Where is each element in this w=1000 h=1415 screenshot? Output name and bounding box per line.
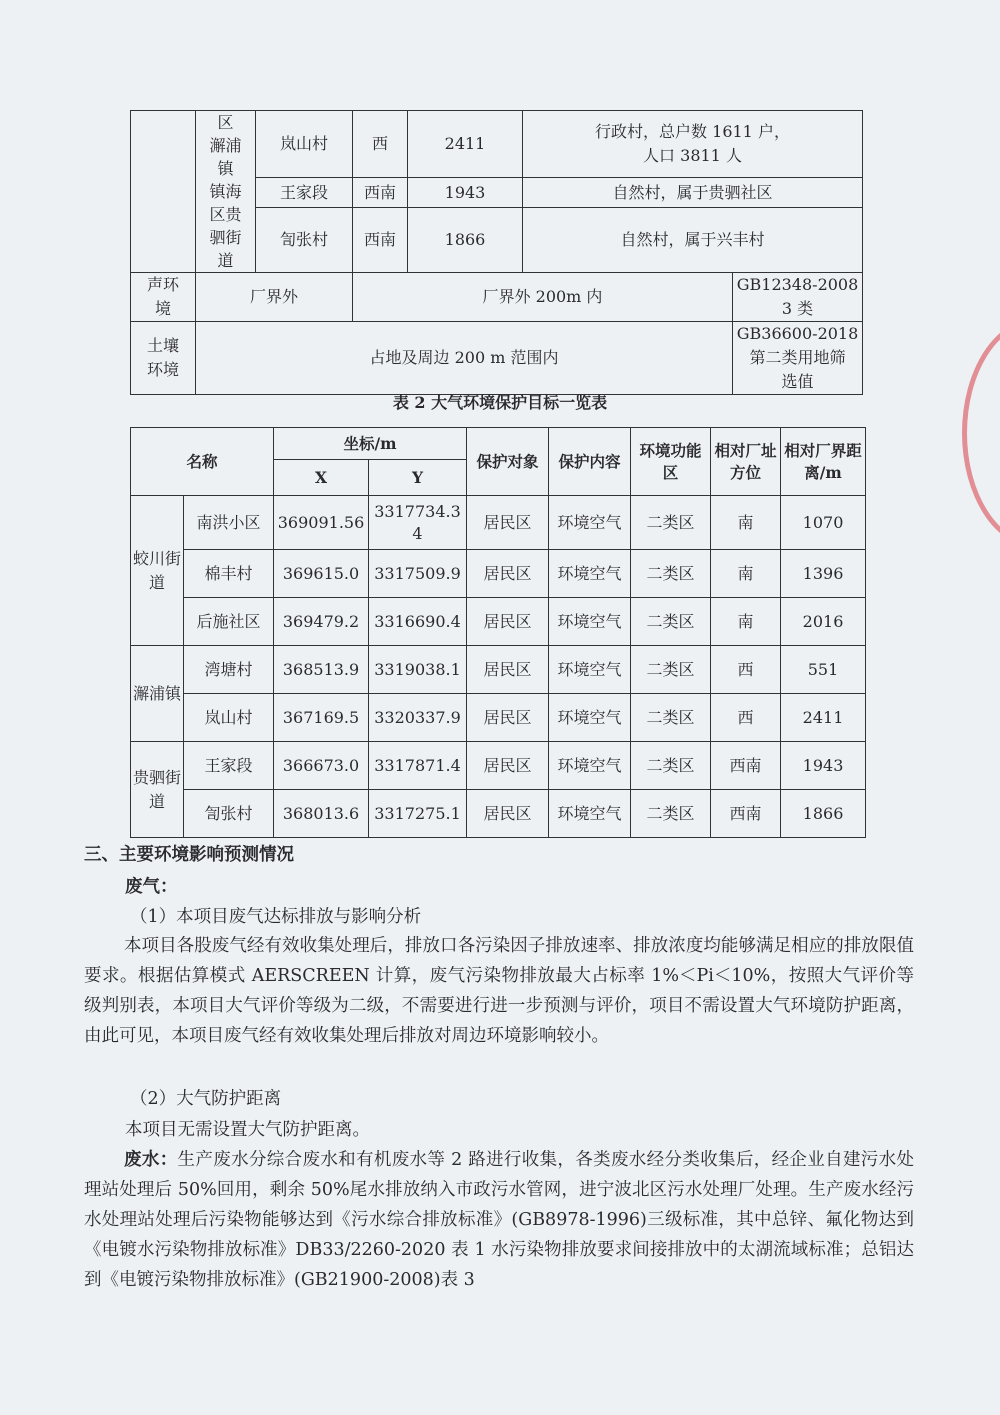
cell-x: 366673.0 — [274, 742, 369, 790]
noise-range: 厂界外 200m 内 — [353, 273, 733, 322]
header-name: 名称 — [131, 428, 274, 496]
cell-dir: 西 — [711, 646, 781, 694]
air-protection-table — [130, 427, 866, 838]
waste-gas-heading: 废气： — [125, 877, 178, 897]
cell-obj: 居民区 — [467, 550, 549, 598]
cell-x: 367169.5 — [274, 694, 369, 742]
soil-label: 土壤 环境 — [131, 322, 196, 395]
distance: 1866 — [408, 208, 523, 273]
cell-content: 环境空气 — [549, 694, 631, 742]
cell-dist: 2411 — [781, 694, 866, 742]
cell-y: 3319038.1 — [369, 646, 467, 694]
noise-standard: GB12348-2008 3 类 — [733, 273, 863, 322]
cell-zone: 二类区 — [631, 790, 711, 838]
cell-y: 3317509.9 — [369, 550, 467, 598]
cell-obj: 居民区 — [467, 646, 549, 694]
soil-range: 占地及周边 200 m 范围内 — [196, 322, 733, 395]
cell-dir: 南 — [711, 496, 781, 550]
direction: 西 — [353, 111, 408, 178]
soil-row — [131, 322, 863, 395]
section-heading: 三、主要环境影响预测情况 — [84, 845, 294, 865]
description: 行政村，总户数 1611 户， 人口 3811 人 — [523, 111, 863, 178]
paragraph-2: 本项目无需设置大气防护距离。 — [125, 1120, 370, 1140]
cell-x: 369479.2 — [274, 598, 369, 646]
cell-y: 3317275.1 — [369, 790, 467, 838]
cell-obj: 居民区 — [467, 598, 549, 646]
cell-content: 环境空气 — [549, 496, 631, 550]
cell-obj: 居民区 — [467, 496, 549, 550]
cell-y: 3320337.9 — [369, 694, 467, 742]
table-row — [131, 694, 866, 742]
cell-name: 王家段 — [184, 742, 274, 790]
cell-x: 368513.9 — [274, 646, 369, 694]
description: 自然村，属于贵驷社区 — [523, 177, 863, 207]
header-distance: 相对厂界距离/m — [781, 428, 866, 496]
cell-content: 环境空气 — [549, 646, 631, 694]
sensitive-targets-table — [130, 110, 863, 395]
table-row — [131, 111, 863, 178]
district-cell: 区 澥浦 镇 镇海 区贵 驷街 道 — [196, 111, 256, 273]
area-cell: 蛟川街道 — [131, 496, 184, 646]
cell-name: 后施社区 — [184, 598, 274, 646]
table-row — [131, 598, 866, 646]
paragraph-3-text: 生产废水分综合废水和有机废水等 2 路进行收集，各类废水经分类收集后，经企业自建污水处理站处理后 50%回用，剩余 50%尾水排放纳入市政污水管网，进宁波北区污水处理厂处理。生产废水经污水处理站处理后污染物能够达到《污水综合排放标准》(GB8978-1996)三级标准，其中总锌、氟化物达到《电镀水污染物排放标准》DB33/2260-2020 表 1 水污染物排放要求间接排放中的太湖流域标准；总铝达到《电镀污染物排放标准》(GB21900-2008)表 3 — [84, 1150, 914, 1290]
header-coord: 坐标/m — [274, 428, 467, 460]
cell-zone: 二类区 — [631, 496, 711, 550]
cell-name: 湾塘村 — [184, 646, 274, 694]
cell-dir: 南 — [711, 598, 781, 646]
cell-obj: 居民区 — [467, 790, 549, 838]
soil-standard: GB36600-2018 第二类用地筛 选值 — [733, 322, 863, 395]
cell-dir: 南 — [711, 550, 781, 598]
waste-water-heading: 废水： — [124, 1150, 178, 1170]
cell-content: 环境空气 — [549, 550, 631, 598]
cell-dist: 1943 — [781, 742, 866, 790]
cell-dist: 1866 — [781, 790, 866, 838]
cell-x: 369091.56 — [274, 496, 369, 550]
area-cell: 澥浦镇 — [131, 646, 184, 742]
noise-row — [131, 273, 863, 322]
cell-zone: 二类区 — [631, 646, 711, 694]
village-name: 岚山村 — [256, 111, 353, 178]
header-x: X — [274, 460, 369, 496]
cell-content: 环境空气 — [549, 598, 631, 646]
cell-dist: 2016 — [781, 598, 866, 646]
cell-dist: 551 — [781, 646, 866, 694]
cell-x: 368013.6 — [274, 790, 369, 838]
cell-name: 棉丰村 — [184, 550, 274, 598]
cell-dir: 西南 — [711, 790, 781, 838]
cell-y: 3317734.34 — [369, 496, 467, 550]
header-row — [131, 428, 866, 460]
cell-name: 南洪小区 — [184, 496, 274, 550]
table-row — [131, 742, 866, 790]
header-direction: 相对厂址方位 — [711, 428, 781, 496]
cell-x: 369615.0 — [274, 550, 369, 598]
header-content: 保护内容 — [549, 428, 631, 496]
cell-dist: 1396 — [781, 550, 866, 598]
table-cell — [131, 111, 196, 273]
cell-obj: 居民区 — [467, 742, 549, 790]
subsection-2: （2）大气防护距离 — [130, 1089, 282, 1109]
cell-name: 訇张村 — [184, 790, 274, 838]
village-name: 訇张村 — [256, 208, 353, 273]
table-row — [131, 790, 866, 838]
cell-zone: 二类区 — [631, 694, 711, 742]
cell-y: 3316690.4 — [369, 598, 467, 646]
cell-obj: 居民区 — [467, 694, 549, 742]
distance: 1943 — [408, 177, 523, 207]
table-row — [131, 646, 866, 694]
subsection-1: （1）本项目废气达标排放与影响分析 — [130, 907, 422, 927]
header-object: 保护对象 — [467, 428, 549, 496]
direction: 西南 — [353, 177, 408, 207]
cell-zone: 二类区 — [631, 550, 711, 598]
header-y: Y — [369, 460, 467, 496]
cell-name: 岚山村 — [184, 694, 274, 742]
header-zone: 环境功能区 — [631, 428, 711, 496]
cell-dist: 1070 — [781, 496, 866, 550]
table-row — [131, 496, 866, 550]
direction: 西南 — [353, 208, 408, 273]
paragraph-1: 本项目各股废气经有效收集处理后，排放口各污染因子排放速率、排放浓度均能够满足相应的排放限值要求。根据估算模式 AERSCREEN 计算，废气污染物排放最大占标率 1%＜Pi＜10%，按照大气评价等级判别表，本项目大气评价等级为二级，不需要进行进一步预测与评价，项目不需设置大气环境防护距离，由此可见，本项目废气经有效收集处理后排放对周边环境影响较小。 — [84, 936, 914, 1046]
official-seal — [962, 318, 1000, 548]
area-cell: 贵驷街道 — [131, 742, 184, 838]
table-caption: 表 2 大气环境保护目标一览表 — [392, 393, 608, 412]
cell-content: 环境空气 — [549, 790, 631, 838]
cell-content: 环境空气 — [549, 742, 631, 790]
cell-y: 3317871.4 — [369, 742, 467, 790]
table-row — [131, 550, 866, 598]
village-name: 王家段 — [256, 177, 353, 207]
cell-dir: 西 — [711, 694, 781, 742]
cell-zone: 二类区 — [631, 742, 711, 790]
noise-scope: 厂界外 — [196, 273, 353, 322]
noise-label: 声环 境 — [131, 273, 196, 322]
description: 自然村，属于兴丰村 — [523, 208, 863, 273]
distance: 2411 — [408, 111, 523, 178]
cell-dir: 西南 — [711, 742, 781, 790]
cell-zone: 二类区 — [631, 598, 711, 646]
paragraph-3 — [84, 1145, 914, 1295]
